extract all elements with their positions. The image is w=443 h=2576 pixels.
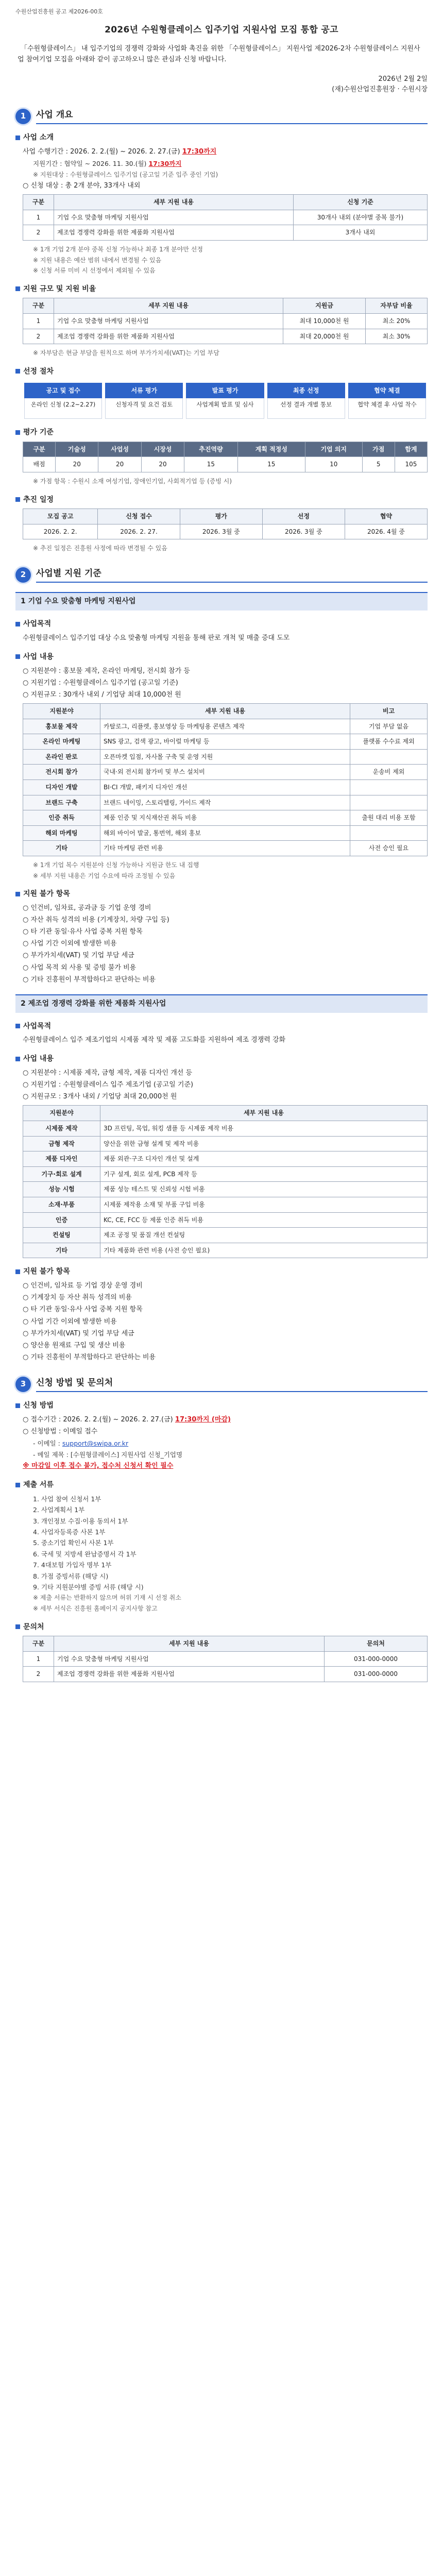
bullet-square-icon — [15, 286, 20, 291]
document-item: 6. 국세 및 지방세 완납증명서 각 1부 — [33, 1550, 137, 1558]
section-1-number: 1 — [15, 109, 31, 124]
table-row: 시제품 제작 3D 프린팅, 목업, 워킹 샘플 등 시제품 제작 비용 — [23, 1121, 428, 1137]
document-item: 3. 개인정보 수집·이용 동의서 1부 — [33, 1517, 128, 1525]
exclusion-item: ○ 타 기관 동일·유사 사업 중복 지원 항목 — [23, 928, 143, 936]
note: ※ 지원 내용은 예산 범위 내에서 변경될 수 있음 — [33, 256, 162, 264]
bullet-square-icon — [15, 1483, 20, 1487]
support-table: 구분 세부 지원 내용 지원금 자부담 비율 1 기업 수요 맞춤형 마케팅 지원사업 최대 10,000천 원 최소 20% 2 제조업 경쟁력 강화를 위한 제품화 지원사업 최대 20,000천 원 최소 30% — [23, 298, 428, 344]
table-row: 금형 제작 양산을 위한 금형 설계 및 제작 비용 — [23, 1136, 428, 1151]
note: ※ 1개 기업 복수 지원분야 신청 가능하나 지원금 한도 내 집행 — [33, 861, 199, 869]
section-2-number: 2 — [15, 567, 31, 583]
selection-flow — [23, 383, 428, 419]
table-row: 인증 KC, CE, FCC 등 제품 인증 취득 비용 — [23, 1212, 428, 1228]
table-row: 2 제조업 경쟁력 강화를 위한 제품화 지원사업 031-000-0000 — [23, 1667, 428, 1682]
program-2-table: 지원분야 세부 지원 내용 시제품 제작 3D 프린팅, 목업, 워킹 샘플 등 시제품 제작 비용 금형 제작 양산을 위한 금형 설계 및 제작 비용 제품 디자인 제품 외관·구조 디자인 개선 및 설계 기구·회로 설계 기구 설계, 회로 설계, PCB 제작 등 성능 시험 제품 성능 테스트 및 신뢰성 시험 비용 소재·부품 시제품 제작용 소재 및 부품 구입 비용 인증 KC, CE, FCC 등 제품 인증 취득 비용 컨설팅 제조 공정 및 품질 개선 컨설팅 기타 기타 제품화 관련 비용 (사전 승인 필요) — [23, 1105, 428, 1258]
note: ※ 가점 항목 : 수원시 소재 여성기업, 장애인기업, 사회적기업 등 (증빙 시) — [33, 478, 232, 485]
application-method: ○ 신청방법 : 이메일 접수 — [23, 1428, 98, 1436]
flow-step: 공고 및 접수 온라인 신청 (2.2~2.27) — [23, 383, 104, 419]
selection-heading: 선정 절차 — [15, 366, 428, 378]
exclusion-item: ○ 부가가치세(VAT) 및 기업 부담 세금 — [23, 1329, 134, 1337]
table-row: 홍보물 제작 카탈로그, 리플렛, 홍보영상 등 마케팅용 콘텐츠 제작 기업 부담 없음 — [23, 719, 428, 734]
notice-org: (재)수원산업진흥원장 · 수원시장 — [332, 85, 428, 93]
section-3-header — [15, 1376, 428, 1392]
content-line: ○ 지원규모 : 3개사 내외 / 기업당 최대 20,000천 원 — [23, 1093, 177, 1101]
table-row: 성능 시험 제품 성능 테스트 및 신뢰성 시험 비용 — [23, 1182, 428, 1197]
table-row: 브랜드 구축 브랜드 네이밍, 스토리텔링, 가이드 제작 — [23, 795, 428, 810]
exclusion-heading: 지원 불가 항목 — [15, 889, 428, 900]
table-row: 온라인 판로 오픈마켓 입점, 자사몰 구축 및 운영 지원 — [23, 749, 428, 765]
exclusion-item: ○ 인건비, 임차료, 공과금 등 기업 운영 경비 — [23, 904, 151, 912]
schedule-heading: 추진 일정 — [15, 495, 428, 506]
mail-subject-note: - 메일 제목 : [수원형클레이스] 지원사업 신청_기업명 — [33, 1450, 183, 1459]
exclusion-item: ○ 사업 기간 이외에 발생한 비용 — [23, 940, 117, 948]
table-row: 기타 기타 제품화 관련 비용 (사전 승인 필요) — [23, 1243, 428, 1258]
purpose-heading: 사업목적 — [15, 619, 428, 630]
bullet-square-icon — [15, 654, 20, 659]
table-row: 기구·회로 설계 기구 설계, 회로 설계, PCB 제작 등 — [23, 1166, 428, 1182]
method-heading: 신청 방법 — [15, 1400, 428, 1412]
table-row: 기타 기타 마케팅 관련 비용 사전 승인 필요 — [23, 841, 428, 856]
bullet-square-icon — [15, 892, 20, 896]
table-row: 제품 디자인 제품 외관·구조 디자인 개선 및 설계 — [23, 1151, 428, 1167]
note: ※ 세부 서식은 진흥원 홈페이지 공지사항 참고 — [33, 1604, 158, 1612]
overview-table — [23, 194, 428, 241]
table-header: 세부 지원 내용 — [54, 195, 294, 210]
bullet-square-icon — [15, 1024, 20, 1028]
evaluation-table: 구분 기술성 사업성 시장성 추진역량 계획 적정성 기업 의지 가점 합계 배점 20 20 20 15 15 10 5 105 — [23, 442, 428, 472]
exclusion-item: ○ 부가가치세(VAT) 및 기업 부담 세금 — [23, 952, 134, 960]
section-1-title: 사업 개요 — [36, 108, 428, 124]
bullet-square-icon — [15, 622, 20, 626]
exclusion-item: ○ 사업 기간 이외에 발생한 비용 — [23, 1317, 117, 1326]
table-header: 신청 기준 — [294, 195, 428, 210]
exclusion-heading: 지원 불가 항목 — [15, 1266, 428, 1278]
section-3-title: 신청 방법 및 문의처 — [36, 1376, 428, 1392]
bullet-square-icon — [15, 497, 20, 502]
content-line: ○ 지원분야 : 시제품 제작, 금형 제작, 제품 디자인 개선 등 — [23, 1069, 193, 1077]
caution-line: ※ 마감일 이후 접수 불가, 접수처 신청서 확인 필수 — [23, 1462, 174, 1470]
table-row: 디자인 개발 BI·CI 개발, 패키지 디자인 개선 — [23, 780, 428, 795]
application-period: ○ 접수기간 : 2026. 2. 2.(월) ~ 2026. 2. 27.(금) 17:30까지 (마감) — [23, 1416, 231, 1424]
schedule-table: 모집 공고 신청 접수 평가 선정 협약 2026. 2. 2. 2026. 2. 27. 2026. 3월 중 2026. 3월 중 2026. 4월 중 — [23, 509, 428, 539]
purpose-text: 수원형클레이스 입주기업 대상 수요 맞춤형 마케팅 지원을 통해 판로 개척 및 매출 증대 도모 — [23, 634, 290, 642]
target-note: ※ 지원대상 : 수원형클레이스 입주기업 (공고일 기준 입주 중인 기업) — [33, 171, 218, 178]
table-row: 소재·부품 시제품 제작용 소재 및 부품 구입 비용 — [23, 1197, 428, 1213]
document-item: 7. 4대보험 가입자 명부 1부 — [33, 1561, 112, 1569]
content-heading: 사업 내용 — [15, 1054, 428, 1065]
program-1-table: 지원분야 세부 지원 내용 비고 홍보물 제작 카탈로그, 리플렛, 홍보영상 등 마케팅용 콘텐츠 제작 기업 부담 없음 온라인 마케팅 SNS 광고, 검색 광고, 바이럴 마케팅 등 플랫폼 수수료 제외 온라인 판로 오픈마켓 입점, 자사몰 구축 및 운영 지원 전시회 참가 국내·외 전시회 참가비 및 부스 설치비 운송비 제외 디자인 개발 BI·CI 개발, 패키지 디자인 개선 브랜드 구축 브랜드 네이밍, 스토리텔링, 가이드 제작 인증 취득 제품 인증 및 지식재산권 취득 비용 출원 대리 비용 포함 해외 마케팅 해외 바이어 발굴, 통번역, 해외 홍보 기타 기타 마케팅 관련 비용 사전 승인 필요 — [23, 703, 428, 856]
exclusion-item: ○ 타 기관 동일·유사 사업 중복 지원 항목 — [23, 1306, 143, 1314]
table-row: 인증 취득 제품 인증 및 지식재산권 취득 비용 출원 대리 비용 포함 — [23, 810, 428, 826]
bullet-square-icon — [15, 1269, 20, 1274]
content-line: ○ 지원분야 : 홍보물 제작, 온라인 마케팅, 전시회 참가 등 — [23, 667, 190, 675]
content-line: ○ 지원규모 : 30개사 내외 / 기업당 최대 10,000천 원 — [23, 690, 181, 699]
document-item: 9. 기타 지원분야별 증빙 서류 (해당 시) — [33, 1583, 144, 1591]
content-line: ○ 지원기업 : 수원형클레이스 입주기업 (공고일 기준) — [23, 679, 178, 687]
note: ※ 제출 서류는 반환하지 않으며 허위 기재 시 선정 취소 — [33, 1594, 181, 1602]
exclusion-item: ○ 인건비, 임차료 등 기업 경상 운영 경비 — [23, 1282, 143, 1290]
exclusion-item: ○ 기타 진흥원이 부적합하다고 판단하는 비용 — [23, 1353, 156, 1361]
bullet-square-icon — [15, 369, 20, 374]
contact-heading: 문의처 — [15, 1622, 428, 1633]
overview-heading: 사업 소개 — [15, 132, 428, 144]
table-row: 배점 20 20 20 15 15 10 5 105 — [23, 457, 428, 472]
intro-text: 「수원형클레이스」 내 입주기업의 경쟁력 강화와 사업화 촉진을 위한 「수원형클레이스」 지원사업 제2026-2차 수원형클레이스 지원사업 참여기업 모집을 아래와 같이 공고하오니 많은 관심과 신청 바랍니다. — [18, 45, 420, 63]
program-1-header: 1 기업 수요 맞춤형 마케팅 지원사업 — [15, 592, 428, 611]
table-row: 컨설팅 제조 공정 및 품질 개선 컨설팅 — [23, 1228, 428, 1243]
note: ※ 1개 기업 2개 분야 중복 신청 가능하나 최종 1개 분야만 선정 — [33, 246, 203, 253]
content-line: ○ 지원기업 : 수원형클레이스 입주 제조기업 (공고일 기준) — [23, 1081, 194, 1089]
table-row: 해외 마케팅 해외 바이어 발굴, 통번역, 해외 홍보 — [23, 825, 428, 841]
bullet-square-icon — [15, 1624, 20, 1629]
section-1-header — [15, 108, 428, 124]
flow-step: 발표 평가 사업계획 발표 및 심사 — [184, 383, 265, 419]
exclusion-item: ○ 양산용 원재료 구입 및 생산 비용 — [23, 1341, 126, 1349]
table-row: 1 기업 수요 맞춤형 마케팅 지원사업 031-000-0000 — [23, 1651, 428, 1667]
section-2-title: 사업별 지원 기준 — [36, 567, 428, 583]
budget-line: ○ 신청 대상 : 총 2개 분야, 33개사 내외 — [23, 182, 141, 190]
bullet-square-icon — [15, 1057, 20, 1061]
email-line: - 이메일 : support@swipa.or.kr — [33, 1439, 129, 1448]
flow-step: 최종 선정 선정 결과 개별 통보 — [266, 383, 347, 419]
table-row: 1 기업 수요 맞춤형 마케팅 지원사업 최대 10,000천 원 최소 20% — [23, 314, 428, 329]
note: ※ 추진 일정은 진흥원 사정에 따라 변경될 수 있음 — [33, 545, 167, 552]
exclusion-item: ○ 기타 진흥원이 부적합하다고 판단하는 비용 — [23, 975, 156, 984]
email-link[interactable]: support@swipa.or.kr — [62, 1439, 129, 1448]
document-item: 5. 중소기업 확인서 사본 1부 — [33, 1539, 114, 1547]
section-3-number: 3 — [15, 1377, 31, 1392]
note: ※ 자부담은 현금 부담을 원칙으로 하며 부가가치세(VAT)는 기업 부담 — [33, 349, 219, 357]
note: ※ 신청 서류 미비 시 선정에서 제외될 수 있음 — [33, 267, 156, 275]
table-header: 구분 — [23, 195, 54, 210]
support-heading: 지원 규모 및 지원 비율 — [15, 284, 428, 295]
support-period-line: 지원기간 : 협약일 ~ 2026. 11. 30.(월) 17:30까지 — [33, 160, 182, 168]
bullet-square-icon — [15, 1403, 20, 1408]
section-2-header — [15, 567, 428, 583]
exclusion-item: ○ 사업 목적 외 사용 및 증빙 불가 비용 — [23, 963, 137, 972]
flow-step: 협약 체결 협약 체결 후 사업 착수 — [347, 383, 428, 419]
document-item: 8. 가점 증빙서류 (해당 시) — [33, 1572, 109, 1580]
period-line: 사업 수행기간 : 2026. 2. 2.(월) ~ 2026. 2. 27.(금) 17:30까지 — [23, 147, 217, 156]
document-item: 2. 사업계획서 1부 — [33, 1506, 85, 1514]
evaluation-heading: 평가 기준 — [15, 427, 428, 438]
documents-heading: 제출 서류 — [15, 1480, 428, 1491]
table-row: 전시회 참가 국내·외 전시회 참가비 및 부스 설치비 운송비 제외 — [23, 765, 428, 780]
document-item: 4. 사업자등록증 사본 1부 — [33, 1528, 106, 1536]
table-row: 2 제조업 경쟁력 강화를 위한 제품화 지원사업 최대 20,000천 원 최소 30% — [23, 329, 428, 344]
document-item: 1. 사업 참여 신청서 1부 — [33, 1495, 101, 1503]
flow-step: 서류 평가 신청자격 및 요건 검토 — [104, 383, 184, 419]
purpose-heading: 사업목적 — [15, 1021, 428, 1032]
content-heading: 사업 내용 — [15, 652, 428, 663]
exclusion-item: ○ 기계장치 등 자산 취득 성격의 비용 — [23, 1294, 132, 1302]
purpose-text: 수원형클레이스 입주 제조기업의 시제품 제작 및 제품 고도화를 지원하여 제조 경쟁력 강화 — [23, 1036, 286, 1044]
contact-table: 구분 세부 지원 내용 문의처 1 기업 수요 맞춤형 마케팅 지원사업 031-000-0000 2 제조업 경쟁력 강화를 위한 제품화 지원사업 031-000-0000 — [23, 1636, 428, 1682]
page-title: 2026년 수원형클레이스 입주기업 지원사업 모집 통합 공고 — [105, 25, 338, 36]
bullet-square-icon — [15, 430, 20, 435]
notice-date: 2026년 2월 2일 — [378, 75, 428, 83]
table-row: 1 기업 수요 맞춤형 마케팅 지원사업 30개사 내외 (분야별 중복 불가) — [23, 210, 428, 225]
table-row: 2026. 2. 2. 2026. 2. 27. 2026. 3월 중 2026. 3월 중 2026. 4월 중 — [23, 524, 428, 539]
table-row: 온라인 마케팅 SNS 광고, 검색 광고, 바이럴 마케팅 등 플랫폼 수수료 제외 — [23, 734, 428, 750]
program-2-header: 2 제조업 경쟁력 강화를 위한 제품화 지원사업 — [15, 994, 428, 1013]
table-row: 2 제조업 경쟁력 강화를 위한 제품화 지원사업 3개사 내외 — [23, 225, 428, 241]
exclusion-item: ○ 자산 취득 성격의 비용 (기계장치, 차량 구입 등) — [23, 916, 169, 924]
notice-number: 수원산업진흥원 공고 제2026-00호 — [15, 8, 103, 15]
note: ※ 세부 지원 내용은 기업 수요에 따라 조정될 수 있음 — [33, 872, 176, 879]
bullet-square-icon — [15, 135, 20, 140]
